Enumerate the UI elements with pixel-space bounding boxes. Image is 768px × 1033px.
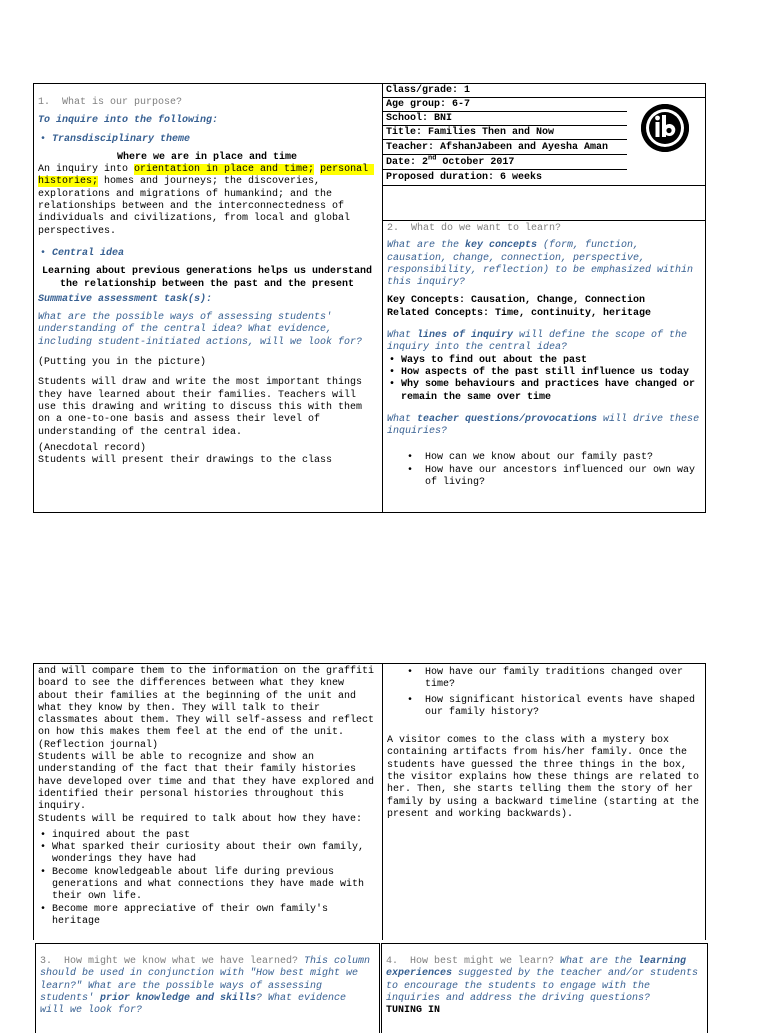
key-concepts: Key Concepts: Causation, Change, Connection (387, 295, 646, 307)
info-divider (382, 220, 706, 221)
section-4-question: 4. How best might we learn? What are the learning experiences suggested by the teacher and/or students to encourage the students to engage with the inquiries and address the driving questions? (386, 956, 705, 1004)
assessment-continued-cell (38, 666, 378, 940)
learn-heading: 2. What do we want to learn? (387, 223, 562, 234)
school-row: School: BNI (383, 112, 627, 126)
list-item: • How have our ancestors influenced our own way of living? (387, 465, 703, 490)
visitor-provocation: A visitor comes to the class with a mystery box containing artifacts from his/her family. Once the students have guessed the three things in the box, the visitor explains how these things are related to her. Then, she starts telling them the story of her family by using a backward timeline (starting at the present and working backwards). (387, 735, 706, 820)
section-3-cell (40, 956, 376, 1024)
assessment-continued-text: and will compare them to the information on the graffiti board to see the differences between what they knew about their families at the beginning of the unit and what they know by then. They will talk to their classmates about them. They will self-assess and reflect on how this makes them feel at the end of the unit. (Reflection journal) Students will be able to recognize and show an understanding of the fact that their family histories have developed over time and that they have explored and identified their personal histories throughout this inquiry. Students will be required to talk about how they have: (38, 666, 375, 825)
title-row: Title: Families Then and Now (383, 126, 627, 140)
key-concepts-question: What are the key concepts (form, function, causation, change, connection, perspective, responsibility, reflection) to be emphasized within this inquiry? (387, 240, 700, 289)
list-item: • How can we know about our family past? (387, 452, 703, 464)
learn-cell (387, 223, 706, 511)
anecdotal-record: (Anecdotal record) (38, 442, 147, 454)
list-item: • What sparked their curiosity about their own family, wonderings they have had (38, 842, 378, 867)
list-item: • Become more appreciative of their own family's heritage (38, 904, 378, 929)
reflection-bullets (38, 830, 378, 928)
provocations-continued-cell (387, 667, 706, 937)
list-item: • Ways to find out about the past (387, 355, 703, 367)
section-3-question: 3. How might we know what we have learned? This column should be used in conjunction with "How best might we learn?" What are the possible ways of assessing students' prior knowledge and skills? What evidence will we look for? (40, 956, 377, 1017)
theme-description: An inquiry into orientation in place and time; personal histories; homes and journeys; the discoveries, explorations and migrations of humankind; and the relationships between and the interconnectedness of individuals and civilizations, from local and global perspectives. (38, 164, 375, 237)
info-divider (382, 185, 706, 186)
list-item: • How aspects of the past still influence us today (387, 367, 703, 379)
duration-row: Proposed duration: 6 weeks (386, 172, 543, 183)
inquire-label: To inquire into the following: (38, 115, 219, 127)
section-4-cell (386, 956, 704, 1024)
list-item: • inquired about the past (38, 830, 378, 842)
column-divider (382, 663, 383, 940)
teacher-questions-continued (387, 667, 703, 719)
putting-you-in-picture: (Putting you in the picture) (38, 357, 207, 369)
present-drawings: Students will present their drawings to the class (38, 455, 333, 467)
ib-logo-icon (641, 104, 689, 152)
list-item: • Why some behaviours and practices have changed or remain the same over time (387, 379, 703, 404)
lines-of-inquiry-question: What lines of inquiry will define the scope of the inquiry into the central idea? (387, 330, 694, 354)
age-group-row: Age group: 6-7 (383, 98, 627, 112)
central-idea: Learning about previous generations helps us understand the relationship between the past and the present (41, 266, 379, 290)
teacher-row: Teacher: AfshanJabeen and Ayesha Aman (383, 141, 627, 155)
list-item: • How significant historical events have shaped our family history? (387, 695, 703, 720)
teacher-questions-list (387, 452, 703, 489)
central-idea-label-item: • Central idea (38, 248, 376, 260)
theme-label-item: • Transdisciplinary theme (38, 134, 376, 146)
list-item: • How have our family traditions changed over time? (387, 667, 703, 692)
list-item: • Become knowledgeable about life during previous generations and what connections they have made with their own life. (38, 867, 378, 904)
students-draw-text: Students will draw and write the most important things they have learned about their families. Teachers will use this drawing and writing to discuss this with them on a one-to-one basis and assess their level of understanding of the central idea. (38, 377, 369, 438)
teacher-questions-label: What teacher questions/provocations will drive these inquiries? (387, 413, 706, 438)
summative-question: What are the possible ways of assessing students' understanding of the central idea? What evidence, including student-initiated actions, will we look for? (38, 312, 363, 348)
date-row: Date: 2nd October 2017 (383, 156, 627, 170)
related-concepts: Related Concepts: Time, continuity, heritage (387, 307, 652, 319)
tuning-in-label: TUNING IN (386, 1005, 441, 1017)
theme-title: Where we are in place and time (116, 151, 298, 163)
summative-label: Summative assessment task(s): (38, 293, 213, 305)
ib-logo (641, 104, 689, 152)
class-grade-row: Class/grade: 1 (383, 84, 705, 98)
purpose-cell (38, 97, 379, 511)
lines-of-inquiry-list (387, 355, 703, 404)
purpose-heading: 1. What is our purpose? (38, 97, 183, 108)
